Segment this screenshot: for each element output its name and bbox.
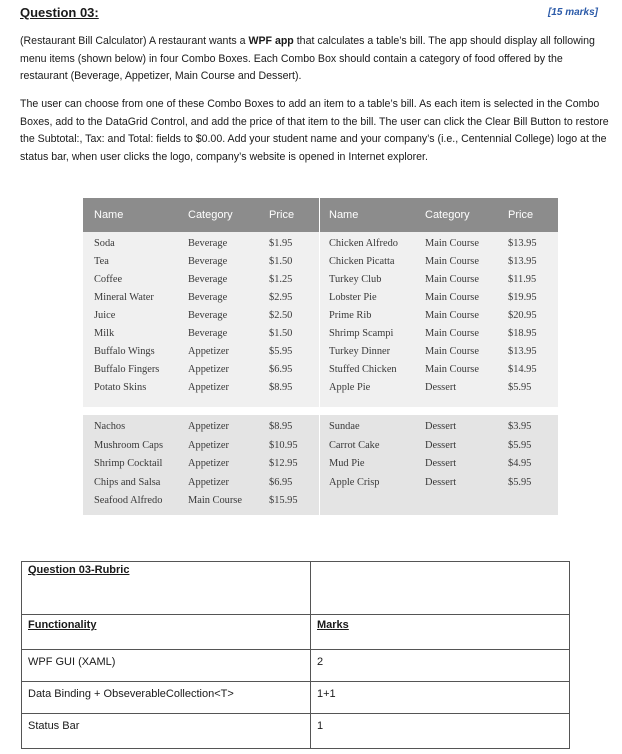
item-name: Chicken Picatta: [329, 256, 395, 267]
item-category: Appetizer: [188, 346, 229, 357]
item-name: Carrot Cake: [329, 439, 380, 451]
item-category: Dessert: [425, 421, 457, 432]
item-category: Main Course: [425, 328, 479, 339]
table-row: [83, 495, 558, 512]
table-row: [83, 310, 558, 327]
item-category: Beverage: [188, 256, 228, 267]
item-name: Mineral Water: [94, 292, 154, 303]
item-price: $2.95: [269, 292, 293, 303]
item-price: $20.95: [508, 310, 537, 321]
item-category: Appetizer: [188, 476, 229, 488]
menu-table-continued: [83, 415, 558, 515]
menu-table-header: [83, 198, 558, 232]
item-price: $8.95: [269, 382, 293, 393]
rubric-item-marks: 1: [311, 714, 570, 749]
item-category: Main Course: [425, 346, 479, 357]
header-price-1: Price: [269, 209, 295, 221]
rubric-item-label: Status Bar: [22, 714, 311, 749]
item-price: $4.95: [508, 458, 532, 469]
item-name: Mud Pie: [329, 458, 365, 469]
item-name: Apple Pie: [329, 382, 371, 393]
item-name: Stuffed Chicken: [329, 364, 397, 375]
item-name: Mushroom Caps: [94, 439, 163, 451]
marks-label: [15 marks]: [547, 7, 598, 18]
rubric-item-label: WPF GUI (XAML): [22, 650, 311, 682]
item-name: Apple Crisp: [329, 476, 380, 488]
item-name: Juice: [94, 310, 116, 321]
item-name: Soda: [94, 238, 115, 249]
item-category: Main Course: [425, 256, 479, 267]
item-name: Shrimp Scampi: [329, 328, 394, 339]
table-row: [83, 256, 558, 273]
table-row: [83, 477, 558, 494]
rubric-item-marks: 2: [311, 650, 570, 682]
table-row: [83, 274, 558, 291]
item-name: Prime Rib: [329, 310, 372, 321]
item-category: Beverage: [188, 310, 228, 321]
item-category: Beverage: [188, 292, 228, 303]
item-category: Main Course: [425, 310, 479, 321]
item-name: Shrimp Cocktail: [94, 458, 163, 469]
table-row: [83, 421, 558, 438]
item-name: Turkey Club: [329, 274, 382, 285]
item-price: $19.95: [508, 292, 537, 303]
table-row: [83, 458, 558, 475]
item-price: $1.95: [269, 238, 293, 249]
item-category: Dessert: [425, 382, 457, 393]
header-name-1: Name: [94, 209, 124, 221]
item-category: Appetizer: [188, 458, 229, 469]
rubric-title-blank: [311, 562, 570, 615]
item-price: $15.95: [269, 495, 298, 506]
table-row: [83, 440, 558, 457]
item-category: Appetizer: [188, 421, 229, 432]
header-category-2: Category: [425, 209, 470, 221]
item-category: Beverage: [188, 328, 228, 339]
item-price: $6.95: [269, 364, 293, 375]
item-price: $5.95: [269, 346, 293, 357]
rubric-table: [21, 561, 570, 749]
item-category: Beverage: [188, 274, 228, 285]
table-row: [83, 346, 558, 363]
item-category: Main Course: [425, 238, 479, 249]
item-name: Tea: [94, 256, 109, 267]
question-paragraph-1: [20, 33, 612, 86]
item-name: Turkey Dinner: [329, 346, 391, 357]
item-price: $14.95: [508, 364, 537, 375]
item-price: $13.95: [508, 346, 537, 357]
paragraph-1-text: (Restaurant Bill Calculator) A restaurant wants a WPF app that calculates a table’s bill. The app should display all following menu items (shown below) in four Combo Boxes. Each Combo Box should contain a category of food offered by the restaurant (Beverage, Appetizer, Main Course and Dessert).: [20, 35, 595, 83]
item-price: $8.95: [269, 421, 293, 432]
item-price: $5.95: [508, 476, 532, 488]
item-category: Main Course: [425, 274, 479, 285]
item-price: $6.95: [269, 476, 293, 488]
table-row: [83, 238, 558, 255]
menu-table: [83, 198, 558, 407]
item-category: Dessert: [425, 458, 457, 469]
item-category: Main Course: [425, 364, 479, 375]
item-category: Dessert: [425, 476, 457, 488]
item-category: Beverage: [188, 238, 228, 249]
question-paragraph-2: The user can choose from one of these Combo Boxes to add an item to a table’s bill. As each item is selected in the Combo Boxes, add to the DataGrid Control, and add the price of that item to the bill. The user can click the Clear Bill Button to restore the Subtotal:, Tax: and Total: fields to $0.00. Add your student name and your company’s (i.e., Centennial College) logo at the status bar, when user clicks the logo, company’s website is opened in Internet explorer.: [20, 98, 609, 163]
item-name: Sundae: [329, 421, 360, 432]
item-price: $18.95: [508, 328, 537, 339]
header-category-1: Category: [188, 209, 233, 221]
item-price: $10.95: [269, 439, 298, 451]
item-name: Coffee: [94, 274, 123, 285]
item-price: $1.50: [269, 256, 293, 267]
item-price: $5.95: [508, 382, 532, 393]
item-name: Buffalo Wings: [94, 346, 155, 357]
table-row: [83, 292, 558, 309]
rubric-item-marks: 1+1: [311, 682, 570, 714]
item-price: $1.50: [269, 328, 293, 339]
item-category: Main Course: [425, 292, 479, 303]
item-category: Dessert: [425, 439, 457, 451]
item-name: Chips and Salsa: [94, 476, 161, 488]
item-category: Main Course: [188, 495, 242, 506]
header-name-2: Name: [329, 209, 359, 221]
item-category: Appetizer: [188, 439, 229, 451]
rubric-title: Question 03-Rubric: [22, 562, 311, 615]
item-price: $13.95: [508, 256, 537, 267]
emphasis-wpf-app: WPF app: [248, 35, 294, 47]
item-name: Nachos: [94, 421, 126, 432]
item-category: Appetizer: [188, 382, 229, 393]
item-price: $12.95: [269, 458, 298, 469]
question-title: Question 03:: [20, 5, 99, 20]
table-row: [83, 382, 558, 399]
item-name: Lobster Pie: [329, 292, 377, 303]
item-name: Milk: [94, 328, 115, 339]
item-name: Potato Skins: [94, 382, 147, 393]
marks-header: Marks: [311, 615, 570, 650]
item-category: Appetizer: [188, 364, 229, 375]
item-price: $13.95: [508, 238, 537, 249]
table-row: [83, 328, 558, 345]
table-row: [83, 364, 558, 381]
item-price: $3.95: [508, 421, 532, 432]
item-name: Buffalo Fingers: [94, 364, 160, 375]
item-price: $2.50: [269, 310, 293, 321]
rubric-item-label: Data Binding + ObseverableCollection<T>: [22, 682, 311, 714]
item-price: $11.95: [508, 274, 537, 285]
item-price: $5.95: [508, 439, 532, 451]
functionality-header: Functionality: [22, 615, 311, 650]
header-price-2: Price: [508, 209, 534, 221]
item-name: Chicken Alfredo: [329, 238, 398, 249]
item-name: Seafood Alfredo: [94, 495, 163, 506]
item-price: $1.25: [269, 274, 293, 285]
